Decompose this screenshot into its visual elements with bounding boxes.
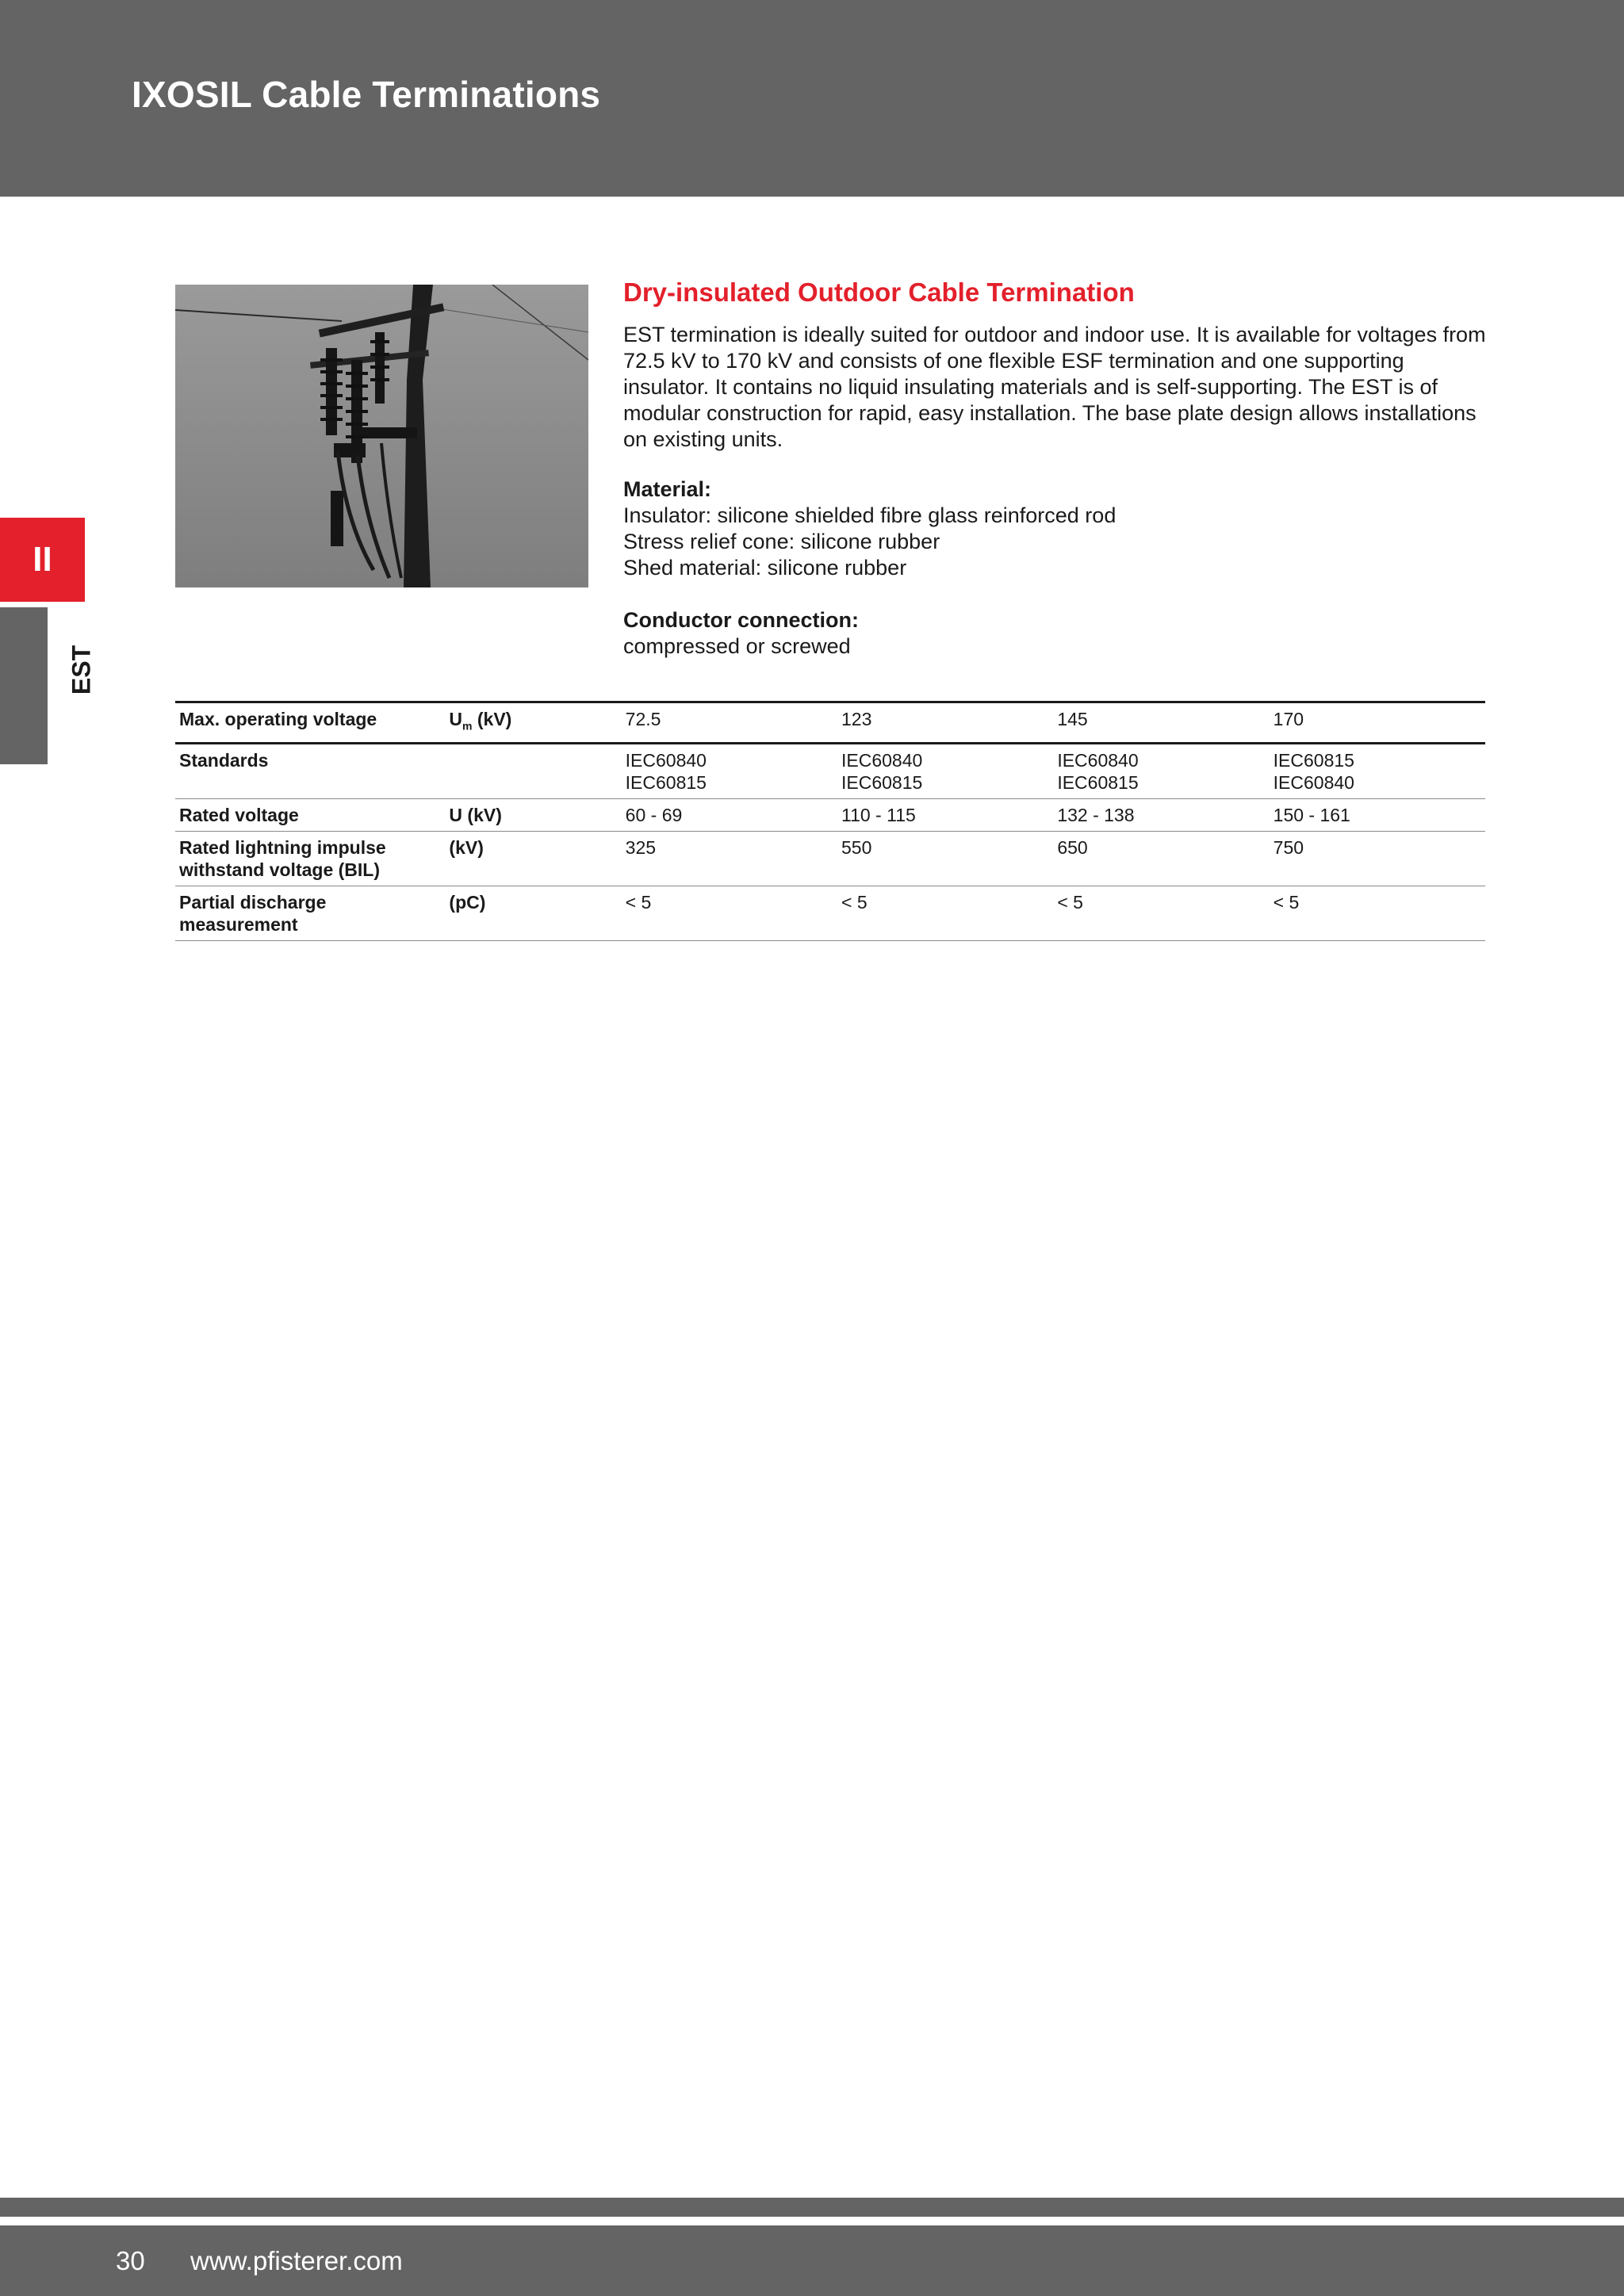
section-tab [0,607,48,764]
product-intro: EST termination is ideally suited for outdoor and indoor use. It is available for voltages from 72.5 kV to 170 kV and consists of one flexible ESF termination and one supporting insulator. It contains no liquid insulating materials and is self-supporting. The EST is of modular construction for rapid, easy installation. The base plate design allows installations on existing units. [623,323,1486,451]
table-cell: 170 [1270,702,1485,744]
section-label [67,638,96,702]
table-cell: 60 - 69 [622,798,837,831]
row-unit: (kV) [445,831,621,886]
table-cell: 132 - 138 [1053,798,1269,831]
row-unit: U (kV) [445,798,621,831]
row-label: Rated voltage [175,798,445,831]
row-unit: $U_m$ (kV) [445,702,621,744]
table-cell: IEC60815 IEC60840 [1270,743,1485,798]
table-row [175,743,1485,798]
conductor-heading: Conductor connection: [623,608,859,632]
page-title: IXOSIL Cable Terminations [132,74,601,115]
table-row [175,886,1485,940]
row-unit: (pC) [445,886,621,940]
table-cell: < 5 [837,886,1053,940]
table-cell: 150 - 161 [1270,798,1485,831]
table-cell: 325 [622,831,837,886]
table-cell: 750 [1270,831,1485,886]
table-cell: 650 [1053,831,1269,886]
conductor-value: compressed or screwed [623,634,851,658]
table-cell: IEC60840 IEC60815 [837,743,1053,798]
material-item: Stress relief cone: silicone rubber [623,530,940,553]
website-link[interactable]: www.pfisterer.com [190,2246,403,2275]
row-label: Rated lightning impulse withstand voltage (BIL) [175,831,445,886]
table-row [175,831,1485,886]
table-cell: < 5 [1270,886,1485,940]
table-cell: 550 [837,831,1053,886]
table-cell: 145 [1053,702,1269,744]
product-title: Dry-insulated Outdoor Cable Termination [623,277,1135,307]
table-cell: < 5 [1053,886,1269,940]
material-item: Insulator: silicone shielded fibre glass reinforced rod [623,503,1116,527]
page-number: 30 [116,2246,145,2275]
row-label: Partial discharge measurement [175,886,445,940]
footer-band [0,2225,1624,2296]
material-heading: Material: [623,477,712,501]
table-cell: 110 - 115 [837,798,1053,831]
chapter-tab: II [0,518,85,602]
row-unit [445,743,621,798]
header-band [0,0,1624,197]
table-cell: < 5 [622,886,837,940]
footer-divider [0,2198,1624,2217]
table-cell: 123 [837,702,1053,744]
row-label: Max. operating voltage [175,702,445,744]
row-label: Standards [175,743,445,798]
table-cell: IEC60840 IEC60815 [622,743,837,798]
table-row [175,798,1485,831]
product-photo [175,285,588,587]
material-item: Shed material: silicone rubber [623,556,907,580]
spec-table [175,701,1485,941]
product-description [623,277,1488,660]
table-cell: 72.5 [622,702,837,744]
section-label-text: EST [67,645,96,695]
table-cell: IEC60840 IEC60815 [1053,743,1269,798]
table-header-row [175,702,1485,744]
